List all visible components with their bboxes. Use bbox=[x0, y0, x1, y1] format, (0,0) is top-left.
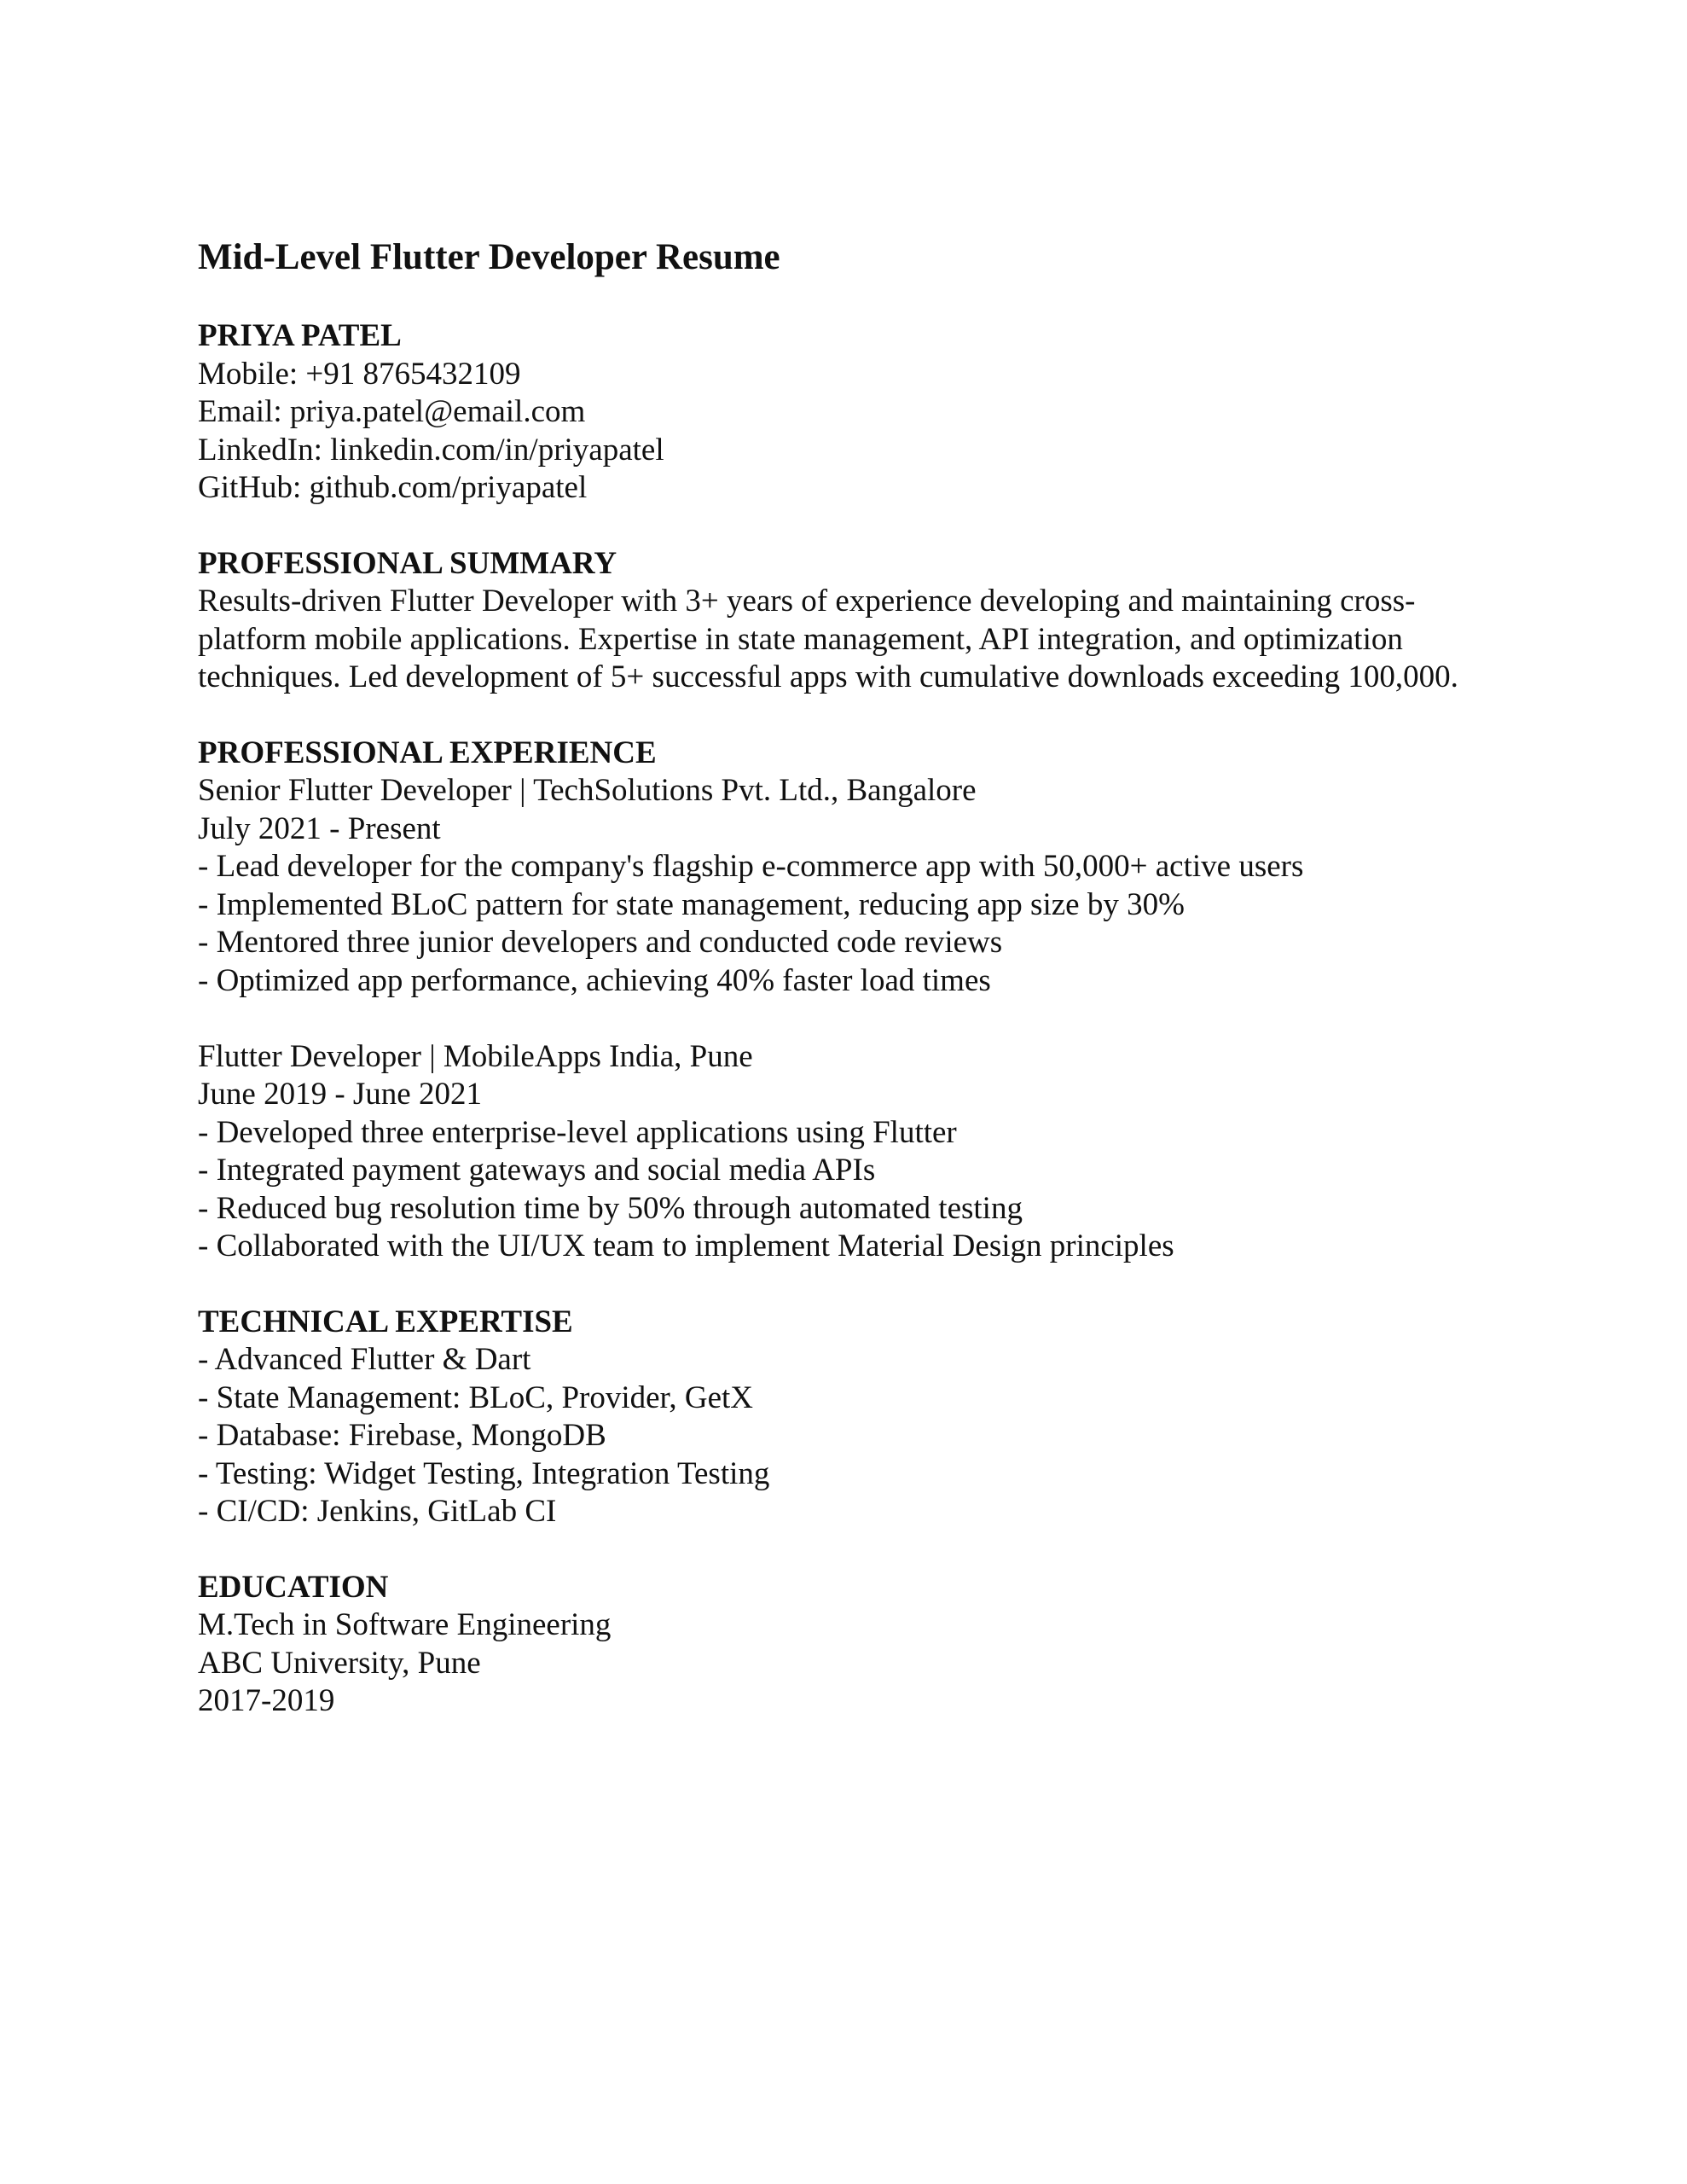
skill-item: - Testing: Widget Testing, Integration Testing bbox=[198, 1455, 770, 1491]
skill-item: - Database: Firebase, MongoDB bbox=[198, 1418, 606, 1453]
skills-heading: TECHNICAL EXPERTISE bbox=[198, 1304, 573, 1339]
job-entry bbox=[198, 772, 1528, 1000]
job-bullet: - Collaborated with the UI/UX team to implement Material Design principles bbox=[198, 1228, 1174, 1263]
experience-heading: PROFESSIONAL EXPERIENCE bbox=[198, 735, 657, 770]
contact-mobile: Mobile: +91 8765432109 bbox=[198, 356, 521, 392]
summary-section bbox=[198, 545, 1528, 697]
job-dates: June 2019 - June 2021 bbox=[198, 1077, 482, 1112]
contact-github: GitHub: github.com/priyapatel bbox=[198, 470, 588, 505]
skills-section bbox=[198, 1304, 1528, 1531]
education-years: 2017-2019 bbox=[198, 1683, 335, 1718]
contact-linkedin: LinkedIn: linkedin.com/in/priyapatel bbox=[198, 432, 664, 468]
summary-heading: PROFESSIONAL SUMMARY bbox=[198, 545, 617, 581]
entry-spacer bbox=[198, 1000, 1528, 1038]
skill-item: - State Management: BLoC, Provider, GetX bbox=[198, 1380, 754, 1415]
education-school: ABC University, Pune bbox=[198, 1645, 481, 1681]
summary-text: Results-driven Flutter Developer with 3+ years of experience developing and maintaining cross-platform mobile applications. Expertise in state management, API integration, and optimization techniques. Led development of 5+ successful apps with cumulative downloads exceeding 100,000. bbox=[198, 584, 1458, 694]
experience-section bbox=[198, 735, 1528, 1266]
education-section bbox=[198, 1569, 1528, 1721]
resume-page bbox=[198, 232, 1528, 1758]
job-dates: July 2021 - Present bbox=[198, 810, 441, 846]
job-bullet: - Developed three enterprise-level applications using Flutter bbox=[198, 1114, 957, 1150]
skill-item: - CI/CD: Jenkins, GitLab CI bbox=[198, 1494, 557, 1529]
job-bullet: - Mentored three junior developers and conducted code reviews bbox=[198, 925, 1003, 960]
education-degree: M.Tech in Software Engineering bbox=[198, 1607, 612, 1642]
contact-section bbox=[198, 317, 1528, 508]
document-title: Mid-Level Flutter Developer Resume bbox=[198, 237, 780, 277]
job-title: Flutter Developer | MobileApps India, Pune bbox=[198, 1038, 753, 1074]
job-bullet: - Implemented BLoC pattern for state management, reducing app size by 30% bbox=[198, 886, 1185, 922]
job-bullet: - Reduced bug resolution time by 50% through automated testing bbox=[198, 1190, 1023, 1226]
contact-email: Email: priya.patel@email.com bbox=[198, 394, 586, 429]
education-heading: EDUCATION bbox=[198, 1569, 389, 1605]
candidate-name: PRIYA PATEL bbox=[198, 318, 402, 353]
job-bullet: - Optimized app performance, achieving 40% faster load times bbox=[198, 962, 991, 998]
job-title: Senior Flutter Developer | TechSolutions Pvt. Ltd., Bangalore bbox=[198, 773, 977, 808]
job-bullet: - Integrated payment gateways and social media APIs bbox=[198, 1153, 876, 1188]
job-bullet: - Lead developer for the company's flagship e-commerce app with 50,000+ active users bbox=[198, 849, 1304, 884]
job-entry bbox=[198, 1038, 1528, 1266]
skill-item: - Advanced Flutter & Dart bbox=[198, 1342, 531, 1377]
